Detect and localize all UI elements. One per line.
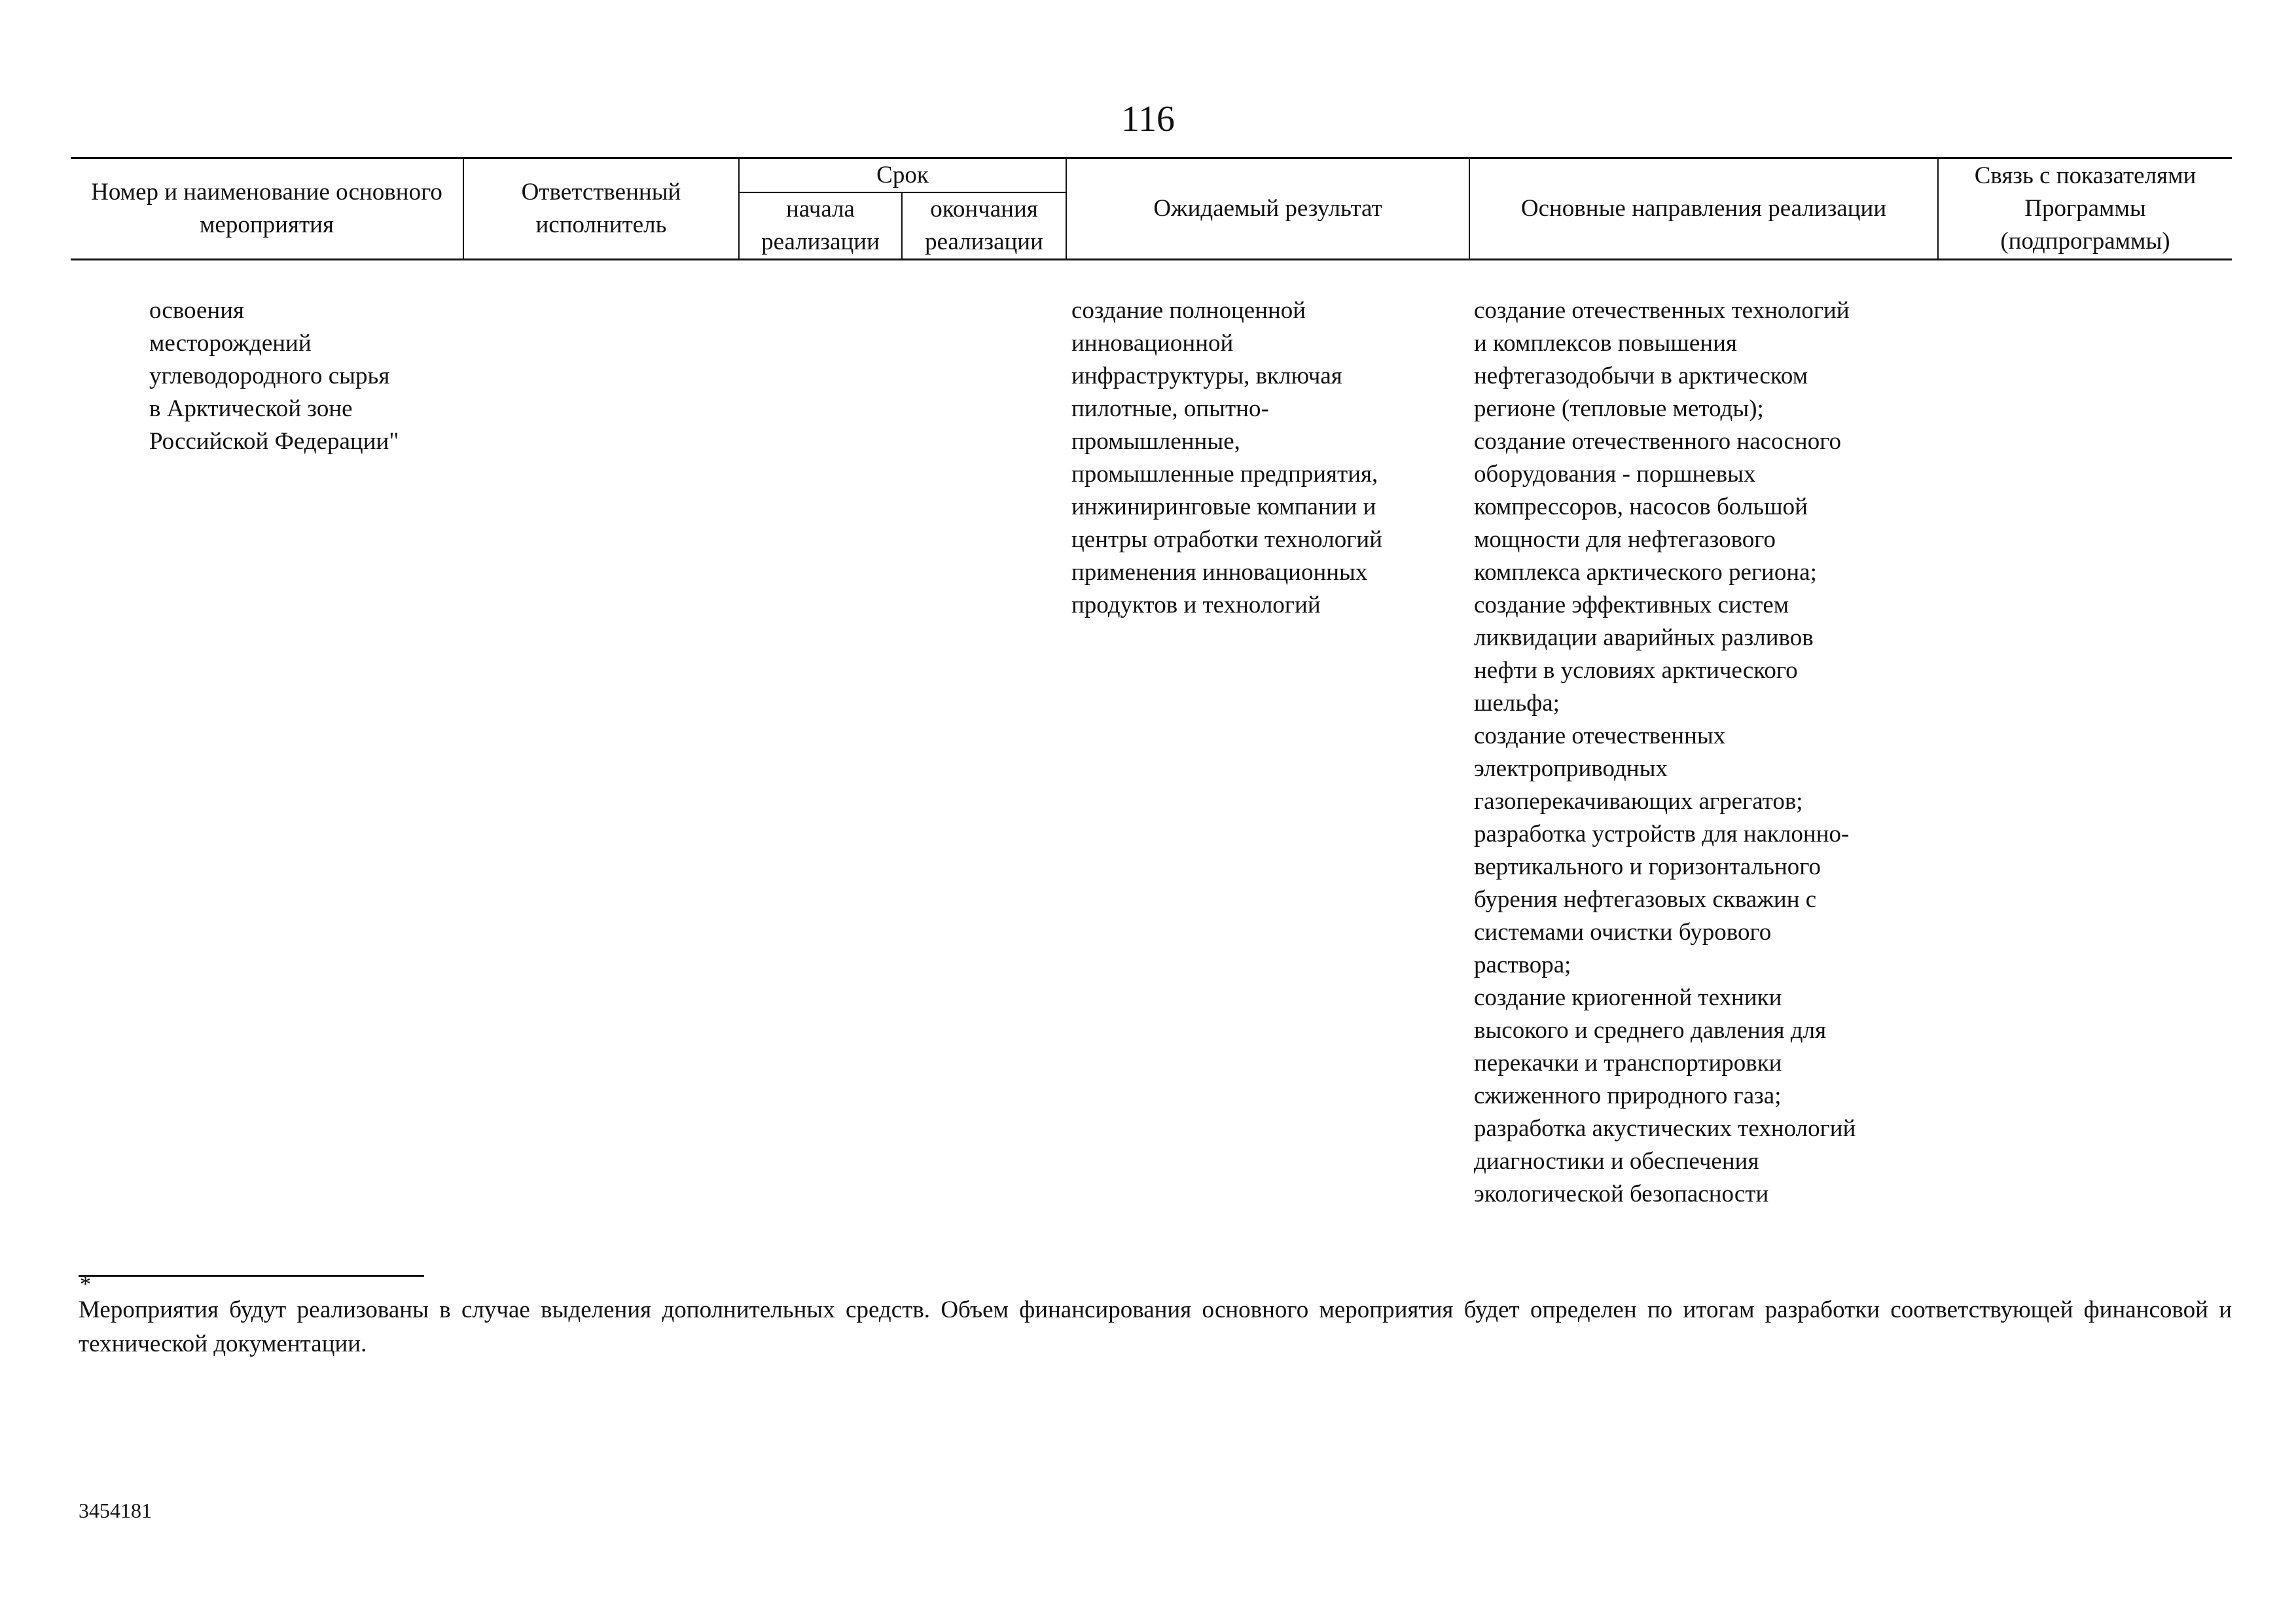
text-line: применения инновационных xyxy=(1071,559,1368,586)
page-number: 116 xyxy=(1121,99,1175,139)
text-line: промышленные, xyxy=(1071,428,1240,455)
text-line: центры отработки технологий xyxy=(1071,526,1383,553)
text-line: комплекса арктического региона; xyxy=(1474,559,1817,586)
header-expected-result: Ожидаемый результат xyxy=(1066,158,1469,260)
text-line: продуктов и технологий xyxy=(1071,592,1321,618)
footnote-divider xyxy=(79,1275,424,1277)
text-line: нефти в условиях арктического xyxy=(1474,657,1798,684)
text-line: инжиниринговые компании и xyxy=(1071,493,1376,520)
expected-result-cell xyxy=(1071,294,1382,622)
text-line: создание криогенной техники xyxy=(1474,984,1782,1011)
text-line: вертикального и горизонтального xyxy=(1474,853,1821,880)
text-line: компрессоров, насосов большой xyxy=(1474,493,1808,520)
text-line: разработка устройств для наклонно- xyxy=(1474,821,1850,847)
text-line: диагностики и обеспечения xyxy=(1474,1148,1759,1175)
text-line: шельфа; xyxy=(1474,690,1560,717)
text-line: углеводородного сырья xyxy=(149,363,390,389)
text-line: создание полноценной xyxy=(1071,297,1306,324)
header-event-name: Номер и наименование основного мероприятия xyxy=(71,158,463,260)
text-line: разработка акустических технологий xyxy=(1474,1115,1856,1142)
text-line: нефтегазодобычи в арктическом xyxy=(1474,363,1808,389)
text-line: пилотные, опытно- xyxy=(1071,395,1269,422)
text-line: оборудования - поршневых xyxy=(1474,461,1756,488)
header-main-directions: Основные направления реализации xyxy=(1469,158,1938,260)
text-line: освоения xyxy=(149,297,245,324)
text-line: месторождений xyxy=(149,330,312,357)
table-header xyxy=(71,157,2232,260)
text-line: газоперекачивающих агрегатов; xyxy=(1474,788,1803,815)
text-line: в Арктической зоне xyxy=(149,395,353,422)
header-end: окончания реализации xyxy=(902,192,1066,260)
header-program-indicators: Связь с показателями Программы (подпрограммы) xyxy=(1938,158,2232,260)
text-line: промышленные предприятия, xyxy=(1071,461,1378,488)
text-line: инновационной xyxy=(1071,330,1234,357)
text-line: инфраструктуры, включая xyxy=(1071,363,1342,389)
text-line: создание отечественных технологий xyxy=(1474,297,1850,324)
header-deadline: Срок xyxy=(739,158,1066,193)
text-line: мощности для нефтегазового xyxy=(1474,526,1776,553)
text-line: ликвидации аварийных разливов xyxy=(1474,624,1814,651)
event-name-cell xyxy=(149,294,399,458)
text-line: и комплексов повышения xyxy=(1474,330,1737,357)
main-directions-cell xyxy=(1474,294,1856,1211)
header-start: начала реализации xyxy=(739,192,902,260)
text-line: создание отечественного насосного xyxy=(1474,428,1841,455)
text-line: создание отечественных xyxy=(1474,722,1726,749)
header-executor: Ответственный исполнитель xyxy=(463,158,739,260)
text-line: создание эффективных систем xyxy=(1474,592,1789,618)
text-line: перекачки и транспортировки xyxy=(1474,1050,1782,1077)
text-line: экологической безопасности xyxy=(1474,1181,1769,1207)
text-line: сжиженного природного газа; xyxy=(1474,1082,1782,1109)
footnote-text: Мероприятия будут реализованы в случае выделения дополнительных средств. Объем финансирования основного мероприятия будет определен по итогам разработки соответствующей финансовой и технической документации. xyxy=(79,1296,2232,1357)
document-id: 3454181 xyxy=(79,1499,152,1522)
text-line: высокого и среднего давления для xyxy=(1474,1017,1827,1044)
text-line: бурения нефтегазовых скважин с xyxy=(1474,886,1817,913)
text-line: регионе (тепловые методы); xyxy=(1474,395,1764,422)
text-line: Российской Федерации" xyxy=(149,428,399,455)
text-line: системами очистки бурового xyxy=(1474,919,1772,946)
text-line: электроприводных xyxy=(1474,755,1668,782)
footnote-marker: * xyxy=(80,1272,91,1296)
text-line: раствора; xyxy=(1474,952,1571,978)
